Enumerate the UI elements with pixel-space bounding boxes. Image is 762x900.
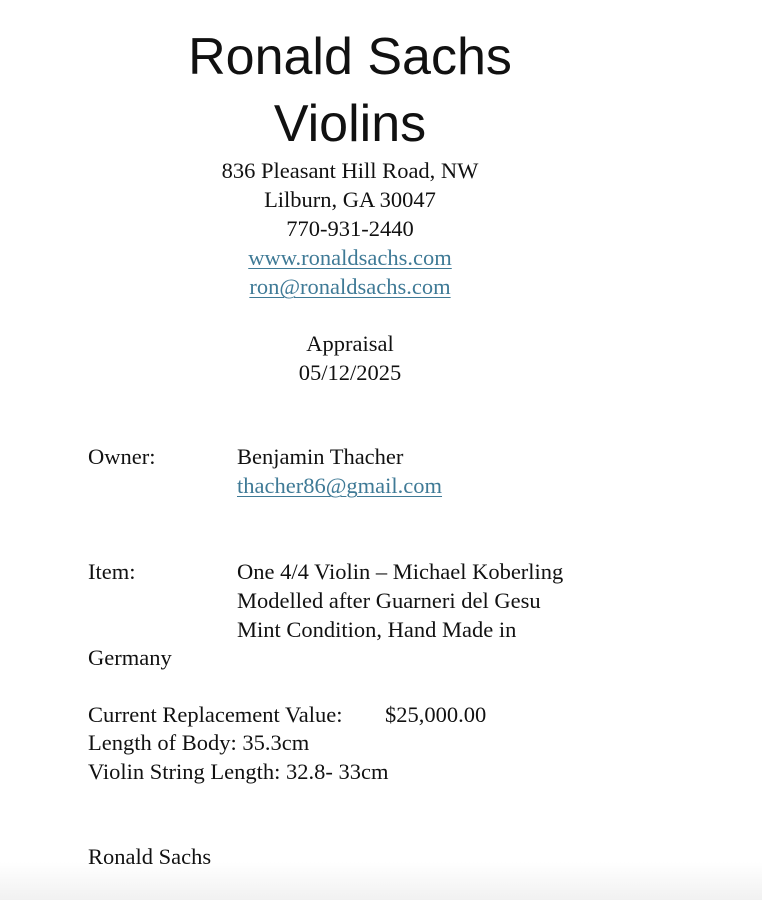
business-name-line2: Violins xyxy=(273,95,427,153)
string-length: Violin String Length: 32.8- 33cm xyxy=(88,759,389,784)
owner-label: Owner: xyxy=(88,444,156,469)
address-city: Lilburn, GA 30047 xyxy=(264,187,436,212)
replacement-value-label: Current Replacement Value: xyxy=(88,702,343,727)
item-label: Item: xyxy=(88,559,136,584)
item-description-line2: Modelled after Guarneri del Gesu xyxy=(237,588,541,613)
signature-name: Ronald Sachs xyxy=(88,844,212,869)
owner-email-link[interactable]: thacher86@gmail.com xyxy=(237,473,443,498)
document-date: 05/12/2025 xyxy=(298,360,402,385)
website-link[interactable]: www.ronaldsachs.com xyxy=(248,245,452,270)
phone-number: 770-931-2440 xyxy=(286,216,414,241)
owner-name: Benjamin Thacher xyxy=(237,444,404,469)
item-description-line3: Mint Condition, Hand Made in xyxy=(237,617,517,642)
business-name-line1: Ronald Sachs xyxy=(188,28,512,86)
email-link[interactable]: ron@ronaldsachs.com xyxy=(249,274,451,299)
address-street: 836 Pleasant Hill Road, NW xyxy=(221,158,479,183)
item-description-line4: Germany xyxy=(88,645,172,670)
body-length: Length of Body: 35.3cm xyxy=(88,730,310,755)
item-description-line1: One 4/4 Violin – Michael Koberling xyxy=(237,559,564,584)
replacement-value: $25,000.00 xyxy=(385,702,487,727)
document-type: Appraisal xyxy=(306,331,394,356)
